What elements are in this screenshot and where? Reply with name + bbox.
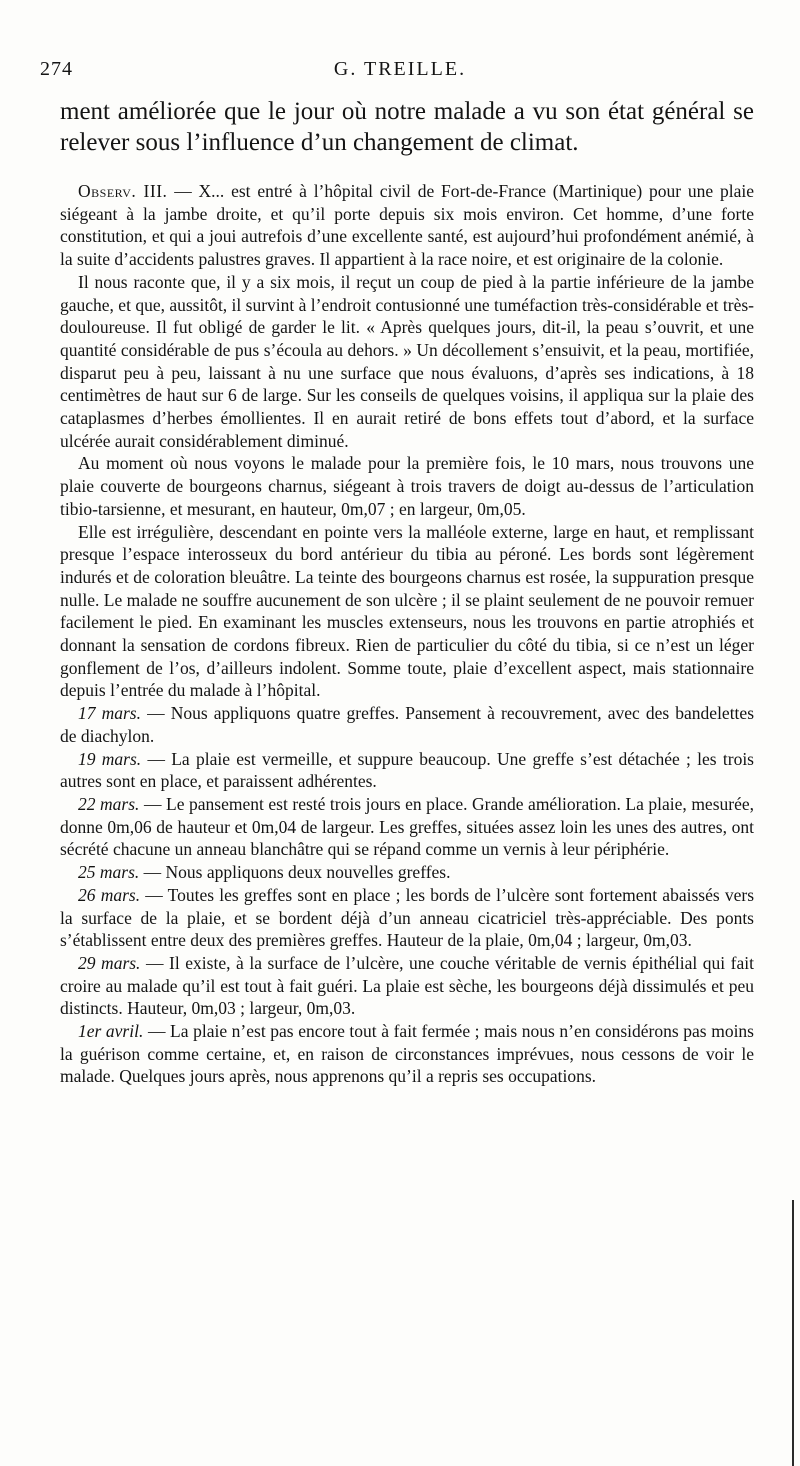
entry-date: 17 mars. [78, 703, 141, 724]
paragraph-history: Il nous raconte que, il y a six mois, il reçut un coup de pied à la partie inférieure de la jambe gauche, et que, aussitôt, il survint à l’endroit contusionné une tuméfaction très-considérable et très-douloureuse. Il fut obligé de garder le lit. « Après quelques jours, dit-il, la peau s’ouvrit, et une quantité considérable de pus s’écoula au dehors. » Un décollement s’ensuivit, et la peau, mortifiée, disparut peu à peu, laissant à nu une surface que nous évaluons, d’après ses indications, à 18 centimètres de haut sur 6 de large. Sur les conseils de quelques voisins, il appliqua sur la plaie des cataplasmes d’herbes émollientes. Il en aurait retiré de bons effets tout d’abord, et la surface ulcérée aurait considérablement diminué. [60, 271, 754, 451]
page-number: 274 [40, 58, 73, 80]
entry-date: 25 mars. [78, 862, 140, 883]
entry-date: 19 mars. [78, 748, 142, 769]
entry-text: — La plaie n’est pas encore tout à fait fermée ; mais nous n’en considérons pas moins la guérison comme certaine, et, en raison de circonstances imprévues, nous cessons de voir le malade. Quelques jours après, nous apprenons qu’il a repris ses occupations. [60, 1021, 754, 1087]
page-body [60, 96, 754, 1088]
dated-entry [60, 952, 754, 1020]
paragraph-first-exam: Au moment où nous voyons le malade pour la première fois, le 10 mars, nous trouvons une plaie couverte de bourgeons charnus, siégeant à trois travers de doigt au-dessus de l’articulation tibio-tarsienne, et mesurant, en hauteur, 0m,07 ; en largeur, 0m,05. [60, 453, 754, 519]
entry-text: — Toutes les greffes sont en place ; les bords de l’ulcère sont fortement abaissés vers la surface de la plaie, et se bordent déjà d’un anneau cicatriciel très-appréciable. Des ponts s’établissent entre deux des premières greffes. Hauteur de la plaie, 0m,04 ; largeur, 0m,03. [60, 884, 755, 951]
entry-date: 29 mars. [78, 952, 141, 973]
dated-entry [60, 748, 754, 793]
entry-date: 1er avril. [78, 1021, 144, 1042]
dated-entry [60, 793, 754, 861]
entry-text: — Le pansement est resté trois jours en place. Grande amélioration. La plaie, mesurée, donne 0m,06 de hauteur et 0m,04 de largeur. Les greffes, situées assez loin les unes des autres, ont sécrété chacune un anneau blanchâtre qui se répand comme un vernis à leur périphérie. [60, 793, 754, 860]
page-edge-shadow [792, 1200, 794, 1466]
running-title: G. TREILLE. [333, 58, 467, 80]
entry-text: — La plaie est vermeille, et suppure beaucoup. Une greffe s’est détachée ; les trois autres sont en place, et paraissent adhérentes. [60, 748, 754, 792]
dated-entry [60, 702, 754, 747]
page-header [40, 58, 760, 82]
observation-label: Observ. III. [78, 181, 168, 201]
observation-paragraph [60, 180, 754, 271]
dated-entry [60, 861, 754, 884]
dated-entry [60, 884, 754, 952]
lead-paragraph: ment améliorée que le jour où notre malade a vu son état général se relever sous l’influence d’un changement de climat. [60, 98, 754, 156]
dated-entry [60, 1020, 754, 1088]
entry-date: 22 mars. [78, 793, 140, 814]
paragraph-description: Elle est irrégulière, descendant en pointe vers la malléole externe, large en haut, et remplissant presque l’espace interosseux du bord antérieur du tibia au péroné. Les bords sont légèrement indurés et de coloration bleuâtre. La teinte des bourgeons charnus est rosée, la suppuration presque nulle. Le malade ne souffre aucunement de son ulcère ; il se plaint seulement de ne pouvoir remuer facilement le pied. En examinant les muscles extenseurs, nous les trouvons en partie atrophiés et donnant la sensation de cordons fibreux. Rien de particulier du côté du tibia, si ce n’est un léger gonflement de l’os, d’ailleurs indolent. Somme toute, plaie d’excellent aspect, mais stationnaire depuis l’entrée du malade à l’hôpital. [60, 521, 754, 701]
entry-text: — Nous appliquons deux nouvelles greffes. [139, 862, 451, 883]
entry-text: — Il existe, à la surface de l’ulcère, une couche véritable de vernis épithélial qui fait croire au malade qu’il est tout à fait guéri. La plaie est sèche, les bourgeons déjà dissimulés et peu distincts. Hauteur, 0m,03 ; largeur, 0m,03. [60, 952, 754, 1019]
observation-text: — X... est entré à l’hôpital civil de Fort-de-France (Martinique) pour une plaie siégeant à la jambe droite, et qu’il porte depuis six mois environ. Cet homme, d’une forte constitution, et qui a joui autrefois d’une excellente santé, est aujourd’hui profondément anémié, à la suite d’accidents palustres graves. Il appartient à la race noire, et est originaire de la colonie. [60, 181, 754, 270]
entry-date: 26 mars. [78, 884, 141, 905]
entry-text: — Nous appliquons quatre greffes. Pansement à recouvrement, avec des bandelettes de diachylon. [60, 703, 754, 746]
